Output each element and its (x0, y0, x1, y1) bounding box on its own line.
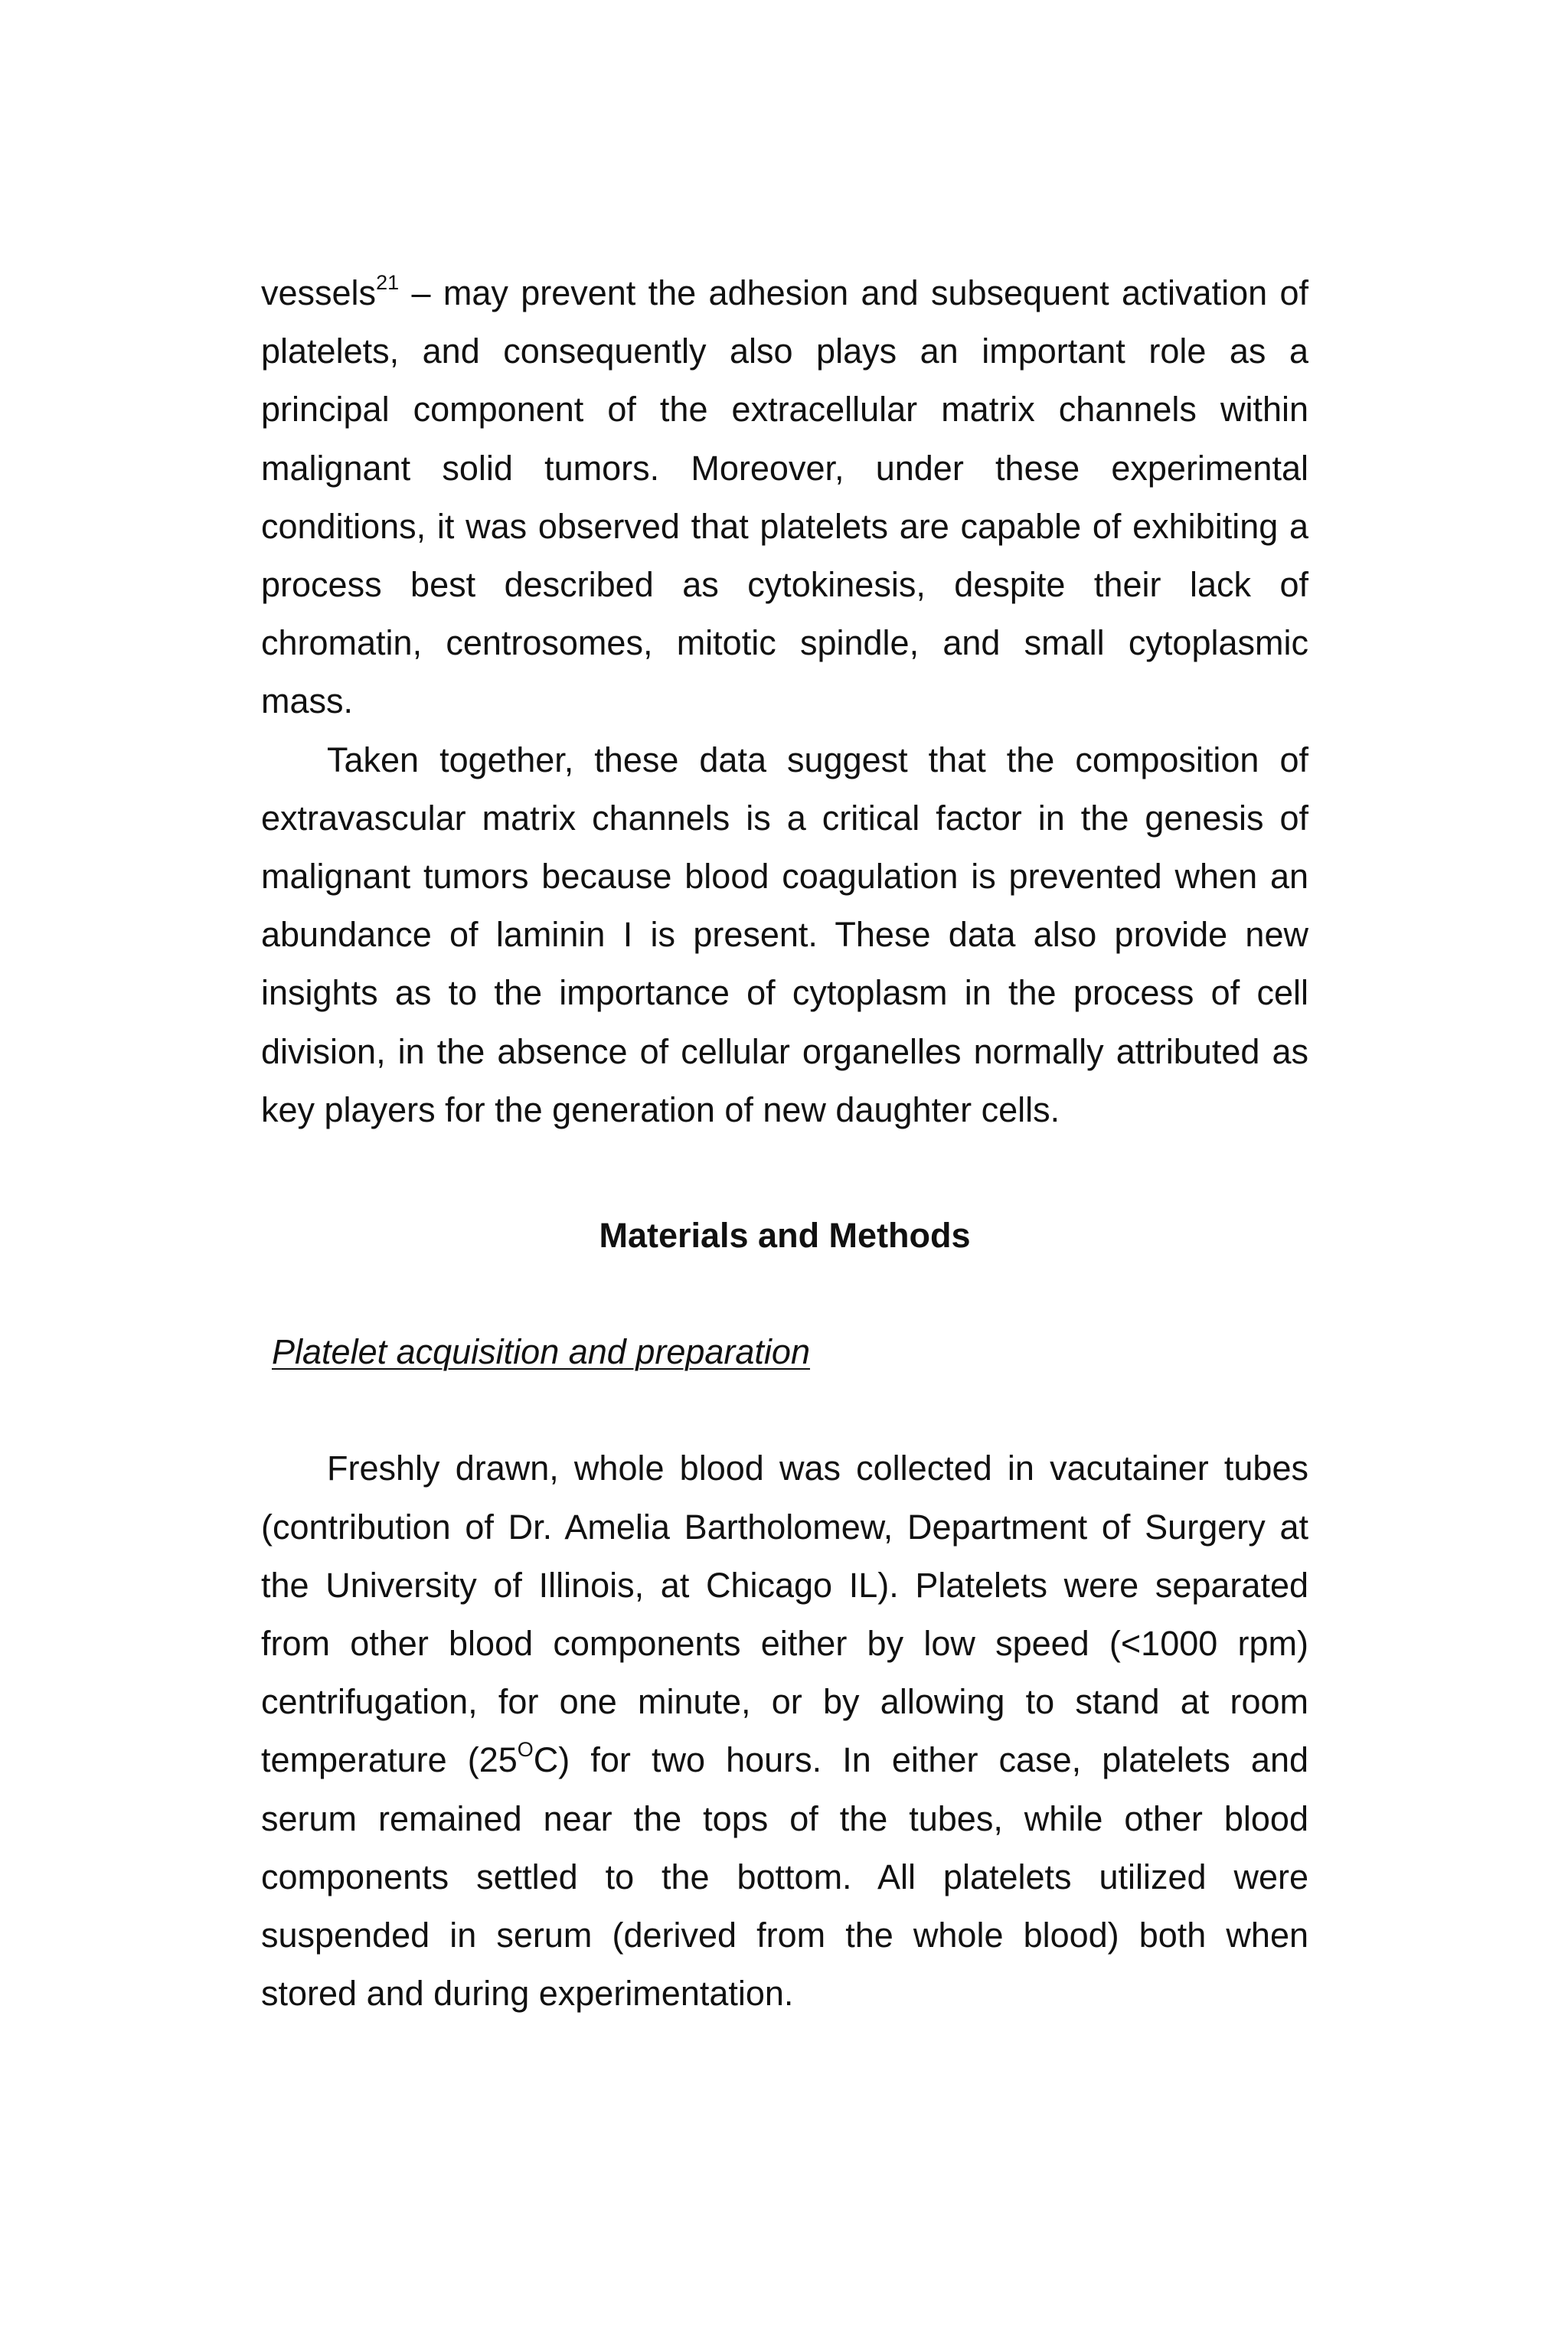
paragraph-discussion-end (261, 264, 1308, 731)
page-body (261, 264, 1308, 2023)
citation-superscript: 21 (376, 271, 400, 294)
paragraph-methods (261, 1439, 1308, 2023)
paragraph-text-before-temperature: Freshly drawn, whole blood was collected in vacutainer tubes (contribution of Dr. Amelia Bartholomew, Department of Surgery at the University of Illinois, at Chicago IL). Platelets were separated from other blood components either by low speed (<1000 rpm) centrifugation, for one minute, or by allowing to stand at room temperature (25 (261, 1449, 1308, 1780)
paragraph-text: – may prevent the adhesion and subsequent activation of platelets, and consequently also plays an important role as a principal component of the extracellular matrix channels within malignant solid tumors. Moreover, under these experimental conditions, it was observed that platelets are capable of exhibiting a process best described as cytokinesis, despite their lack of chromatin, centrosomes, mitotic spindle, and small cytoplasmic mass. (261, 273, 1308, 721)
paragraph-text-after-temperature: C) for two hours. In either case, platelets and serum remained near the tops of the tubes, while other blood components settled to the bottom. All platelets utilized were suspended in serum (derived from the whole blood) both when stored and during experimentation. (261, 1740, 1308, 2014)
paragraph-lead-word: vessels (261, 273, 377, 312)
section-heading: Materials and Methods (599, 1216, 971, 1256)
paragraph-conclusion: Taken together, these data suggest that the composition of extravascular matrix channels is a critical factor in the genesis of malignant tumors because blood coagulation is prevented when an abundance of laminin I is present. These data also provide new insights as to the importance of cytoplasm in the process of cell division, in the absence of cellular organelles normally attributed as key players for the generation of new daughter cells. (261, 740, 1308, 1129)
degree-superscript: O (517, 1738, 534, 1762)
subsection-heading: Platelet acquisition and preparation (272, 1332, 810, 1372)
